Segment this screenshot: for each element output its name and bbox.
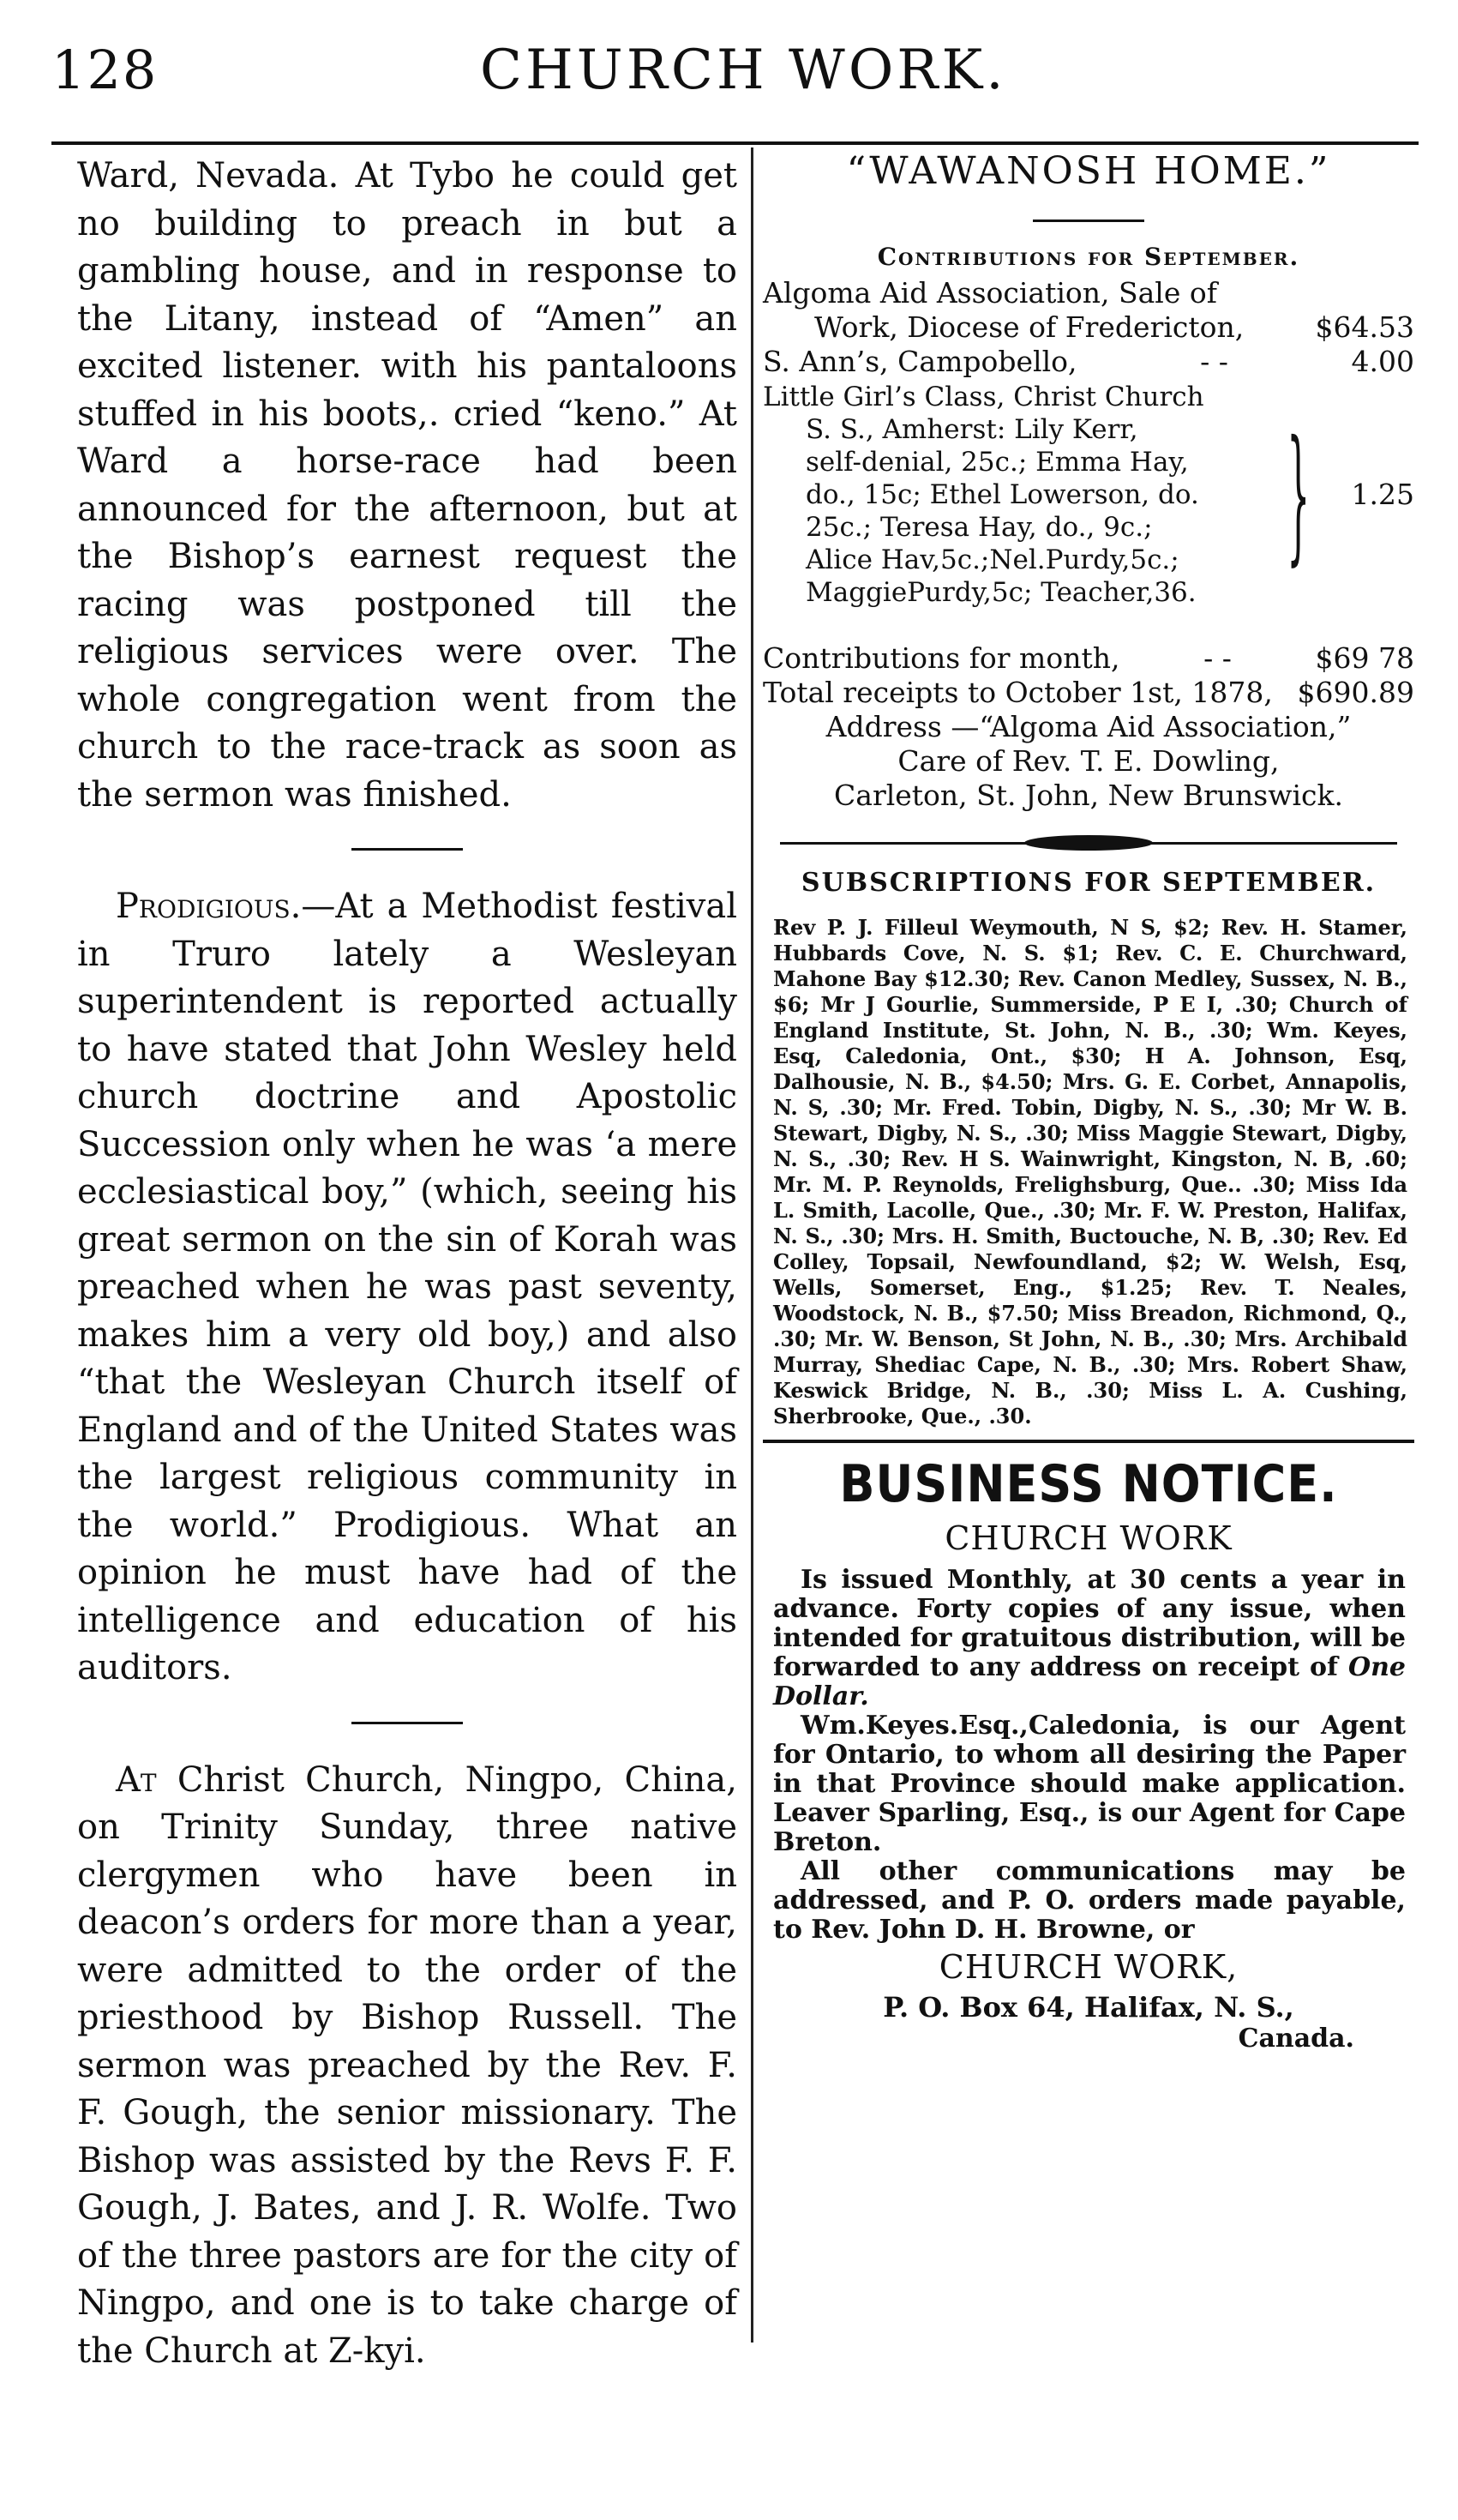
page-title: CHURCH WORK. bbox=[480, 39, 1007, 102]
article-lead-word: At bbox=[116, 1759, 157, 1800]
left-column bbox=[77, 153, 737, 2375]
notice-text: Is issued Monthly, at 30 cents a year in advance. Forty copies of any issue, when intended for gratuitous distribution, will be forwarded to any address on receipt of bbox=[773, 1565, 1406, 1682]
braced-line: MaggiePurdy,5c; Teacher,36. bbox=[806, 577, 1197, 608]
section-rule bbox=[763, 1440, 1414, 1443]
contributions-ledger bbox=[763, 276, 1414, 813]
article-ningpo bbox=[77, 1757, 737, 2376]
article-ward-nevada: Ward, Nevada. At Tybo he could get no building to preach in but a gambling house, and in response to the Litany, instead of “Amen” an excited listener. with his pantaloons stuffed in his boots,. cried “keno.” At Ward a horse-race had been announced for the afternoon, but at the Bishop’s earnest request the racing was postponed till the religious services were over. The whole congregation went from the church to the race-track as soon as the sermon was finished. bbox=[77, 156, 737, 815]
notice-signature: CHURCH WORK, bbox=[939, 1948, 1239, 1986]
business-notice-title: BUSINESS NOTICE. bbox=[839, 1453, 1338, 1514]
ledger-amount: $690.89 bbox=[1297, 676, 1414, 709]
notice-paragraph: Wm.Keyes.Esq.,Caledonia, is our Agent for Ontario, to whom all desiring the Paper in that Province should make application. Leaver Sparling, Esq., is our Agent for Cape Breton. bbox=[773, 1711, 1406, 1857]
subscriptions-heading: SUBSCRIPTIONS FOR SEPTEMBER. bbox=[801, 868, 1377, 898]
article-prodigious bbox=[77, 883, 737, 1693]
ledger-label: Work, Diocese of Fredericton, bbox=[814, 310, 1245, 344]
ledger-amount: $64.53 bbox=[1315, 310, 1414, 344]
article-body: —At a Methodist festival in Truro lately a Wesleyan superintendent is reported actually to have stated that John Wesley held church doctrine and Apostolic Succession only when he was ‘a mere ecclesiastical boy,” (which, seeing his great sermon on the sin of Korah was preached when he was past seventy, makes him a very old boy,) and also “that the Wesleyan Church itself of England and of the United States was the largest religious community in the world.” Prodigious. What an opinion he must have had of the intelligence and education of his auditors. bbox=[77, 887, 737, 1687]
ledger-label: Algoma Aid Association, Sale of bbox=[763, 276, 1217, 310]
business-notice-subhead: CHURCH WORK bbox=[945, 1519, 1233, 1557]
ledger-row bbox=[763, 641, 1414, 676]
notice-paragraph: All other communications may be addressed, and P. O. orders made payable, to Rev. John D. H. Browne, or bbox=[773, 1856, 1406, 1945]
ledger-row bbox=[763, 676, 1414, 710]
notice-italic: One Dollar. bbox=[773, 1652, 1406, 1711]
page-number: 128 bbox=[51, 39, 159, 101]
braced-line: 25c.; Teresa Hay, do., 9c.; bbox=[806, 512, 1153, 543]
ledger-label: S. Ann’s, Campobello, bbox=[763, 345, 1077, 378]
address-line: Carleton, St. John, New Brunswick. bbox=[834, 779, 1343, 812]
column-divider bbox=[751, 147, 753, 2343]
address-line: Address —“Algoma Aid Association,” bbox=[825, 710, 1352, 743]
braced-entry bbox=[763, 381, 1414, 609]
wawanosh-title: “WAWANOSH HOME.” bbox=[846, 149, 1331, 193]
article-body: Christ Church, Ningpo, China, on Trinity Sunday, three native clergymen who have been in deacon’s orders for more than a year, were admitted to the order of the priesthood by Bishop Russell. The sermon was preached by the Rev. F. F. Gough, the senior missionary. The Bishop was assisted by the Revs F. F. Gough, J. Bates, and J. R. Wolfe. Two of the three pastors are for the city of Ningpo, and one is to take charge of the Church at Z-kyi. bbox=[77, 1759, 737, 2371]
brace-glyph: } bbox=[1287, 410, 1311, 580]
section-divider bbox=[1033, 220, 1144, 222]
braced-line: do., 15c; Ethel Lowerson, do. bbox=[806, 479, 1199, 510]
notice-box-address: P. O. Box 64, Halifax, N. S., bbox=[883, 1991, 1294, 2024]
ledger-dots: - - bbox=[1203, 641, 1232, 675]
contributions-heading: Contributions for September. bbox=[877, 243, 1300, 271]
header-rule bbox=[51, 141, 1419, 145]
ledger-amount: $69 78 bbox=[1315, 641, 1414, 675]
braced-entry-lines bbox=[763, 381, 1286, 609]
subscriptions-list: Rev P. J. Filleul Weymouth, N S, $2; Rev. H. Stamer, Hubbards Cove, N. S. $1; Rev. C. E. Churchward, Mahone Bay $12.30; Rev. Canon Medley, Sussex, N. B., $6; Mr J Gourlie, Summerside, P E I, .30; Church of England Institute, St. John, N. B., .30; Wm. Keyes, Esq, Caledonia, Ont., $30; H A. Johnson, Esq, Dalhousie, N. B., $4.50; Mrs. G. E. Corbet, Annapolis, N. S, .30; Mr. Fred. Tobin, Digby, N. S., .30; Mr W. B. Stewart, Digby, N. S., .30; Miss Maggie Stewart, Digby, N. S., .30; Rev. H S. Wainwright, Kingston, N. B, .60; Mr. M. P. Reynolds, Frelighsburg, Que.. .30; Miss Ida L. Smith, Lacolle, Que., .30; Mr. F. W. Preston, Halifax, N. S., .30; Mrs. H. Smith, Buctouche, N. B, .30; Rev. Ed Colley, Topsail, Newfoundland, $2; W. Welsh, Esq, Wells, Somerset, Eng., $1.25; Rev. T. Neales, Woodstock, N. B., $7.50; Miss Breadon, Richmond, Q., .30; Mr. W. Benson, St John, N. B., .30; Mrs. Archibald Murray, Shediac Cape, N. B., .30; Mrs. Robert Shaw, Keswick Bridge, N. B., .30; Miss L. A. Cushing, Sherbrooke, Que., .30. bbox=[773, 915, 1407, 1428]
ornamental-divider bbox=[780, 835, 1397, 852]
ledger-row bbox=[763, 345, 1414, 379]
braced-line: Alice Hav,5c.;Nel.Purdy,5c.; bbox=[806, 544, 1179, 575]
section-divider bbox=[351, 1722, 463, 1724]
ledger-row bbox=[763, 276, 1414, 310]
ledger-amount: 4.00 bbox=[1351, 345, 1414, 378]
braced-line: Little Girl’s Class, Christ Church bbox=[763, 382, 1204, 412]
article-lead-word: Prodigious. bbox=[116, 887, 302, 926]
ledger-amount: 1.25 bbox=[1351, 478, 1414, 511]
ledger-label: Total receipts to October 1st, 1878, bbox=[763, 676, 1273, 709]
section-divider bbox=[351, 848, 463, 851]
braced-line: S. S., Amherst: Lily Kerr, bbox=[806, 414, 1138, 445]
business-notice-body bbox=[763, 1566, 1414, 1945]
right-column bbox=[763, 146, 1414, 2054]
notice-paragraph bbox=[773, 1566, 1406, 1711]
address-line: Care of Rev. T. E. Dowling, bbox=[897, 744, 1280, 778]
ledger-label: Contributions for month, bbox=[763, 641, 1120, 675]
ledger-dots: - - bbox=[1200, 345, 1228, 378]
braced-line: self-denial, 25c.; Emma Hay, bbox=[806, 447, 1189, 478]
notice-country: Canada. bbox=[1238, 2024, 1354, 2054]
ledger-row bbox=[763, 310, 1414, 345]
